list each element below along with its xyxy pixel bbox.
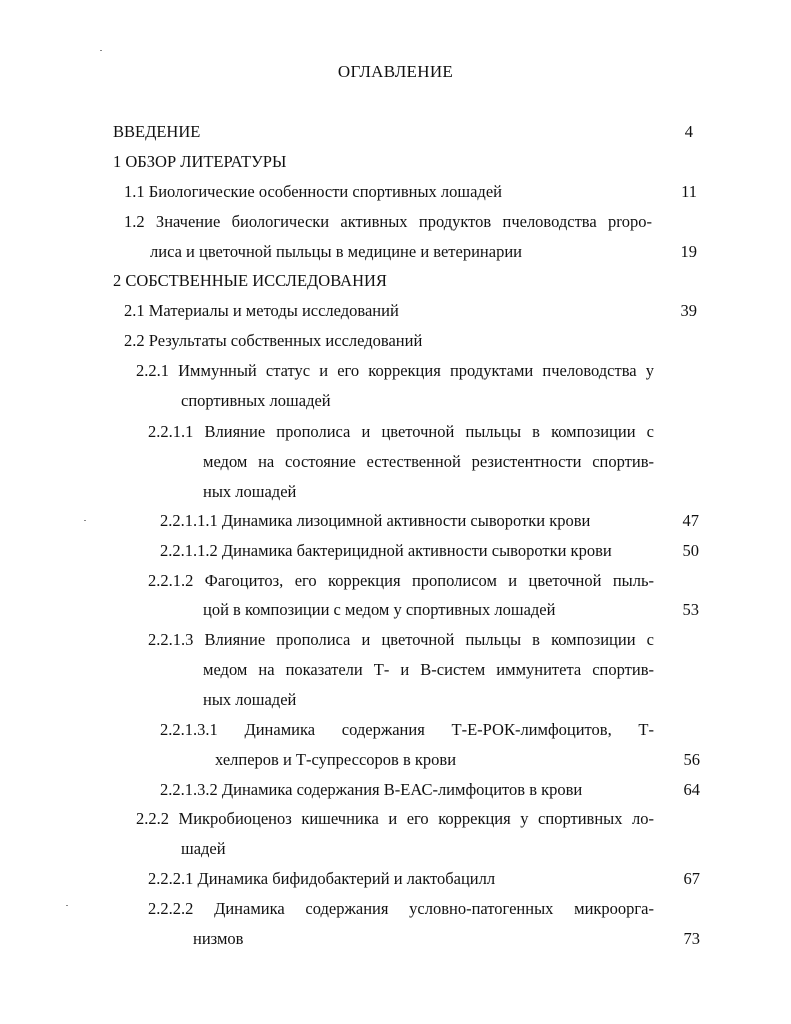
toc-entry-1-2-line2: лиса и цветочной пыльцы в медицине и ветеринарии bbox=[150, 242, 522, 261]
toc-entry-2-2: 2.2 Результаты собственных исследований bbox=[124, 331, 423, 350]
toc-entry-2-1: 2.1 Материалы и методы исследований bbox=[124, 301, 399, 320]
scan-speck bbox=[66, 905, 68, 906]
toc-entry-review: 1 ОБЗОР ЛИТЕРАТУРЫ bbox=[113, 152, 287, 171]
toc-entry-2-2-1-line1: 2.2.1 Иммунный статус и его коррекция продуктами пчеловодства у bbox=[136, 361, 654, 380]
toc-entry-own-research: 2 СОБСТВЕННЫЕ ИССЛЕДОВАНИЯ bbox=[113, 271, 387, 290]
toc-entry-2-2-1-1-1: 2.2.1.1.1 Динамика лизоцимной активности сыворотки крови bbox=[160, 511, 591, 530]
toc-entry-2-2-2-2-line1: 2.2.2.2 Динамика содержания условно-патогенных микроорга- bbox=[148, 899, 654, 918]
toc-page-number: 73 bbox=[683, 929, 700, 948]
toc-page-number: 11 bbox=[681, 182, 697, 201]
toc-entry-2-2-1-1-line3: ных лошадей bbox=[203, 482, 297, 501]
toc-entry-2-2-1-3-1-line2: хелперов и Т-супрессоров в крови bbox=[215, 750, 457, 769]
toc-entry-2-2-1-2-line2: цой в композиции с медом у спортивных лошадей bbox=[203, 600, 556, 619]
toc-entry-2-2-1-3-2: 2.2.1.3.2 Динамика содержания В-ЕАС-лимфоцитов в крови bbox=[160, 780, 583, 799]
toc-entry-2-2-2-1: 2.2.2.1 Динамика бифидобактерий и лактобацилл bbox=[148, 869, 496, 888]
toc-page-number: 67 bbox=[683, 869, 700, 888]
toc-page-number: 19 bbox=[680, 242, 697, 261]
toc-entry-2-2-2-line1: 2.2.2 Микробиоценоз кишечника и его коррекция у спортивных ло- bbox=[136, 809, 654, 828]
page-title: ОГЛАВЛЕНИЕ bbox=[337, 62, 454, 81]
toc-entry-2-2-1-3-line1: 2.2.1.3 Влияние прополиса и цветочной пыльцы в композиции с bbox=[148, 630, 654, 649]
toc-page-number: 56 bbox=[683, 750, 700, 769]
toc-entry-2-2-1-3-line2: медом на показатели Т- и В-систем иммунитета спортив- bbox=[203, 660, 654, 679]
scan-speck bbox=[100, 50, 102, 51]
toc-entry-2-2-2-2-line2: низмов bbox=[193, 929, 244, 948]
toc-page-number: 64 bbox=[683, 780, 700, 799]
toc-page-number: 50 bbox=[682, 541, 699, 560]
toc-entry-1-2-line1: 1.2 Значение биологически активных продуктов пчеловодства propo- bbox=[124, 212, 652, 231]
scan-speck bbox=[84, 520, 86, 521]
toc-entry-1-1: 1.1 Биологические особенности спортивных лошадей bbox=[124, 182, 502, 201]
toc-entry-2-2-1-1-2: 2.2.1.1.2 Динамика бактерицидной активности сыворотки крови bbox=[160, 541, 612, 560]
toc-page-number: 4 bbox=[684, 122, 693, 141]
toc-entry-2-2-1-1-line2: медом на состояние естественной резистентности спортив- bbox=[203, 452, 654, 471]
toc-entry-intro: ВВЕДЕНИЕ bbox=[113, 122, 201, 141]
toc-entry-2-2-1-1-line1: 2.2.1.1 Влияние прополиса и цветочной пыльцы в композиции с bbox=[148, 422, 654, 441]
toc-entry-2-2-1-2-line1: 2.2.1.2 Фагоцитоз, его коррекция прополисом и цветочной пыль- bbox=[148, 571, 654, 590]
toc-page-number: 39 bbox=[680, 301, 697, 320]
toc-page-number: 53 bbox=[682, 600, 699, 619]
toc-entry-2-2-1-3-line3: ных лошадей bbox=[203, 690, 297, 709]
toc-page-number: 47 bbox=[682, 511, 699, 530]
toc-entry-2-2-1-3-1-line1: 2.2.1.3.1 Динамика содержания Т-Е-РОК-лимфоцитов, Т- bbox=[160, 720, 654, 739]
toc-entry-2-2-2-line2: шадей bbox=[181, 839, 226, 858]
toc-entry-2-2-1-line2: спортивных лошадей bbox=[181, 391, 331, 410]
